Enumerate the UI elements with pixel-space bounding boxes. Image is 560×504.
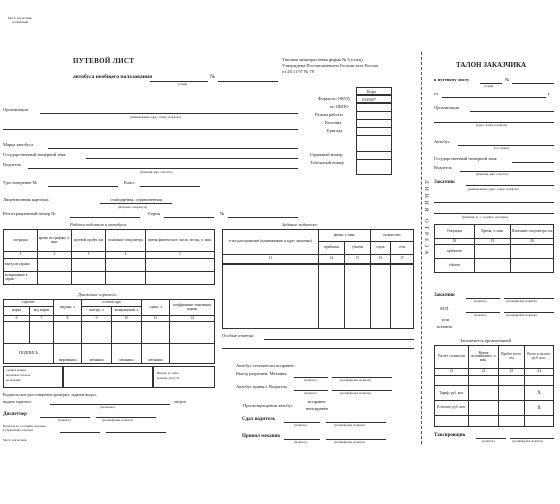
sig-hint: (подпись)	[294, 440, 307, 444]
license-input-line[interactable]	[48, 186, 118, 187]
table-cell[interactable]	[525, 375, 554, 386]
org-line-2[interactable]	[3, 129, 298, 130]
coupon-time-table	[434, 224, 554, 273]
fuel-sub-brand: марка	[4, 307, 30, 316]
task-table	[222, 229, 414, 264]
task-table-caption: Задание водителю	[282, 222, 318, 227]
class-label: Класс	[124, 180, 136, 185]
coupon-number-line[interactable]	[512, 83, 554, 84]
calc-th-total: Всего к оплате, руб. коп.	[525, 346, 554, 369]
table-cell[interactable]	[511, 259, 554, 273]
work-col-num: 4	[106, 252, 146, 259]
dispatcher-label: Диспетчер	[3, 412, 27, 417]
table-row	[4, 259, 215, 272]
table-row	[4, 272, 215, 285]
work-header-schedule: время по графику, ч. мин.	[38, 230, 72, 252]
gov-number-input-line[interactable]	[86, 158, 298, 159]
series-hint: (серия)	[178, 82, 188, 86]
org-hint: (наименование, адрес, номер телефона)	[130, 115, 181, 119]
health-line1: Водитель по состоянию здоровья	[3, 424, 46, 428]
coupon-to-sheet: к путевому листу	[434, 77, 470, 82]
table-cell[interactable]	[469, 375, 499, 386]
return-not-ok[interactable]: неисправен	[306, 406, 328, 411]
coupon-title: ТАЛОН ЗАКАЗЧИКА	[456, 61, 527, 69]
coupon-mp: М.П.	[440, 306, 450, 311]
work-row-label: возвращение в гараж	[4, 272, 38, 285]
table-cell[interactable]	[4, 322, 30, 344]
decode-hint: (расшифровка подписи)	[334, 423, 365, 427]
coupon-org-fill: Заполняется организацией	[460, 338, 511, 343]
table-cell[interactable]	[30, 322, 54, 344]
gov-number-label: Государственный номерной знак	[3, 152, 66, 157]
task-sub-departure: убытия	[345, 242, 371, 254]
bus-brand-input-line[interactable]	[48, 148, 298, 149]
calc-row-tariff: Тариф, руб. коп.	[435, 386, 469, 401]
stamp-place-line2: организации	[12, 20, 29, 24]
org-label: Организация	[3, 107, 28, 112]
coupon-org-label: Организация	[434, 105, 459, 110]
coupon-customer-line[interactable]	[466, 185, 554, 186]
sig-hint: (подпись)	[58, 418, 71, 422]
page-subtitle: автобуса необщего пользования	[73, 74, 153, 80]
work-row-label: выезд из гаража	[4, 259, 38, 272]
table-cell[interactable]	[54, 322, 82, 344]
task-sub-arrival: прибытия	[319, 242, 345, 254]
reg-num-sign: №	[220, 211, 225, 216]
table-cell[interactable]	[72, 259, 106, 272]
coupon-stamp: штампа	[437, 324, 452, 329]
notes-line[interactable]	[264, 339, 414, 340]
coupon-num-sign: №	[505, 77, 510, 82]
health-sign-line[interactable]	[60, 432, 100, 433]
table-cell[interactable]	[146, 259, 215, 272]
tear-label: ЛИНИЯ ОТРЕЗА	[423, 180, 429, 258]
fuel-sub-exit: выезде, л	[82, 307, 112, 316]
number-sign: №	[210, 74, 216, 80]
calc-x-mark: X	[525, 386, 554, 401]
fuel-col-num: 6	[4, 316, 30, 322]
table-cell[interactable]	[142, 322, 170, 344]
check-hint: (прописью)	[100, 405, 115, 409]
exit-ok-label: Выезд разрешен. Механик	[236, 371, 287, 376]
page-title: ПУТЕВОЙ ЛИСТ	[73, 57, 135, 65]
fuel-header-coef: коэффициент изменения нормы	[170, 300, 215, 316]
received-label: Принял механик	[242, 434, 281, 439]
table-cell[interactable]	[525, 416, 554, 427]
table-cell[interactable]	[106, 259, 146, 272]
driver-input-line[interactable]	[28, 168, 298, 169]
table-cell[interactable]	[435, 375, 469, 386]
table-row	[435, 375, 554, 386]
task-col-num: 15	[345, 254, 371, 263]
health-line2: к управлению допущен	[3, 428, 33, 432]
sig-hint: (подпись)	[474, 299, 487, 303]
reg-num-input-line[interactable]	[228, 217, 298, 218]
sig-hint: (подпись)	[474, 313, 487, 317]
org-input-line[interactable]	[40, 113, 298, 114]
fuel-col-num: 12	[170, 316, 215, 322]
work-col-num: 2	[38, 252, 72, 259]
form-line2: Утверждена Постановлением Госкомстата России	[282, 63, 378, 68]
form-line1: Типовая межотраслевая форма № 6 (спец)	[282, 57, 363, 62]
task-header-customer: в чье распоряжение (наименование и адрес заказчика)	[223, 230, 319, 255]
coupon-numbers-box[interactable]	[63, 366, 153, 388]
column-label: Колонна	[325, 120, 342, 125]
fuel-header-handed: сдано, л	[142, 300, 170, 316]
table-cell[interactable]	[82, 322, 112, 344]
coupon-bus-hint: (гос. марка)	[494, 146, 510, 150]
bus-brand-label: Марка автобуса	[3, 142, 34, 147]
stamp-place-bottom: Место для штампа	[3, 438, 27, 442]
table-cell[interactable]	[499, 375, 525, 386]
coupon-series-box	[3, 366, 63, 388]
coupon-year: г.	[548, 91, 551, 96]
table-cell[interactable]	[106, 272, 146, 285]
decode-hint: (расшифровка подписи)	[506, 313, 537, 317]
health-decode-line[interactable]	[106, 432, 166, 433]
table-cell[interactable]	[72, 272, 106, 285]
reg-number-label: Регистрационный номер №	[3, 211, 56, 216]
sign-col-mechanic: механика	[142, 344, 170, 364]
table-cell[interactable]	[170, 344, 215, 364]
fuel-header-fuel: горючее	[4, 300, 54, 307]
coupon-th-time: Время, ч. мин.	[475, 225, 511, 239]
decode-hint: (расшифровка подписи)	[340, 378, 371, 382]
okud-label: Форма по ОКУД	[318, 96, 350, 101]
sign-col-fueler: заправщика	[54, 344, 82, 364]
fuel-col-num: 11	[142, 316, 170, 322]
table-cell[interactable]	[170, 322, 215, 344]
task-col-num: 17	[391, 254, 414, 263]
accepted-label: Автобус принял. Водитель	[236, 384, 288, 389]
class-input-line[interactable]	[140, 186, 200, 187]
codes-column	[356, 103, 392, 175]
work-header-zero-run: нулевой пробег, км	[72, 230, 106, 252]
codes-label: Коды	[367, 89, 377, 94]
handed-label: Сдал водитель	[242, 417, 276, 422]
sig-hint: (подпись)	[294, 423, 307, 427]
coupon-series-line2: выданных талонов	[6, 373, 30, 377]
coupon-org-line[interactable]	[470, 111, 554, 112]
okpo-label: по ОКПО	[330, 104, 349, 109]
stamp-place-line1: Место для штампа	[8, 16, 32, 20]
notes-label: Особые отметки	[222, 333, 254, 338]
fuel-table-caption: Движение горючего	[78, 292, 117, 297]
tear-line	[421, 52, 422, 444]
table-cell[interactable]	[435, 416, 469, 427]
check-line2: выдать горючего	[3, 399, 32, 404]
decode-hint: (расшифровка подписи)	[334, 440, 365, 444]
task-sub-stops: стоп	[391, 242, 414, 254]
table-cell[interactable]	[511, 245, 554, 259]
fuel-header-issued: выдано, л	[54, 300, 82, 316]
coupon-row-arrival: прибытие	[435, 245, 475, 259]
garage-label: Гаражный номер	[310, 152, 343, 157]
work-col-num: 1	[4, 252, 38, 259]
decode-hint: (расшифровка подписи)	[340, 391, 371, 395]
fuel-table	[3, 299, 215, 364]
table-cell[interactable]	[469, 401, 499, 416]
sig-hint: (подпись)	[304, 378, 317, 382]
coupon-gov-label: Государственный номерной знак	[434, 156, 497, 161]
coupon-taxer-label: Таксировщик	[434, 433, 466, 438]
check-line1: Водительское удостоверение проверил, задание выдал,	[3, 392, 97, 397]
sig-hint: (подпись)	[304, 391, 317, 395]
coupon-customer-hint: (наименование, адрес, номер телефона)	[468, 187, 519, 191]
table-cell[interactable]	[499, 416, 525, 427]
license-label: Удостоверение №	[3, 180, 37, 185]
coupon-customer2-label: Заказчик	[434, 293, 455, 298]
notes-line-2[interactable]	[222, 348, 414, 349]
bus-ok-label: Автобус технически исправен.	[236, 363, 295, 368]
coupon-driver-label: Водитель	[434, 165, 453, 170]
form-line3: от 28.11.97 № 78	[282, 69, 314, 74]
fuel-sub-code: код марки	[30, 307, 54, 316]
table-cell[interactable]	[499, 386, 525, 401]
coupon-row-departure: убытие	[435, 259, 475, 273]
work-table	[3, 229, 215, 285]
calc-row-to-pay: К оплате, руб. коп.	[435, 401, 469, 416]
coupon-calc-table	[434, 345, 554, 427]
fuel-header-remainder: остаток при	[82, 300, 142, 307]
sign-col-mechanic: механика	[112, 344, 142, 364]
return-label: При возвращении автобус	[243, 403, 293, 408]
fuel-sub-return: возвращении, л	[112, 307, 142, 316]
work-header-speedometer: показание спидометра	[106, 230, 146, 252]
coupon-col-num: 19	[475, 239, 511, 245]
coupon-series-line3: на заправку	[6, 378, 21, 382]
coupon-col-num: 20	[511, 239, 554, 245]
table-row	[435, 259, 554, 273]
coupon-series-hint: (серия)	[484, 84, 494, 88]
card-value: стандартная, ограниченная	[110, 197, 162, 202]
table-row	[435, 416, 554, 427]
table-cell[interactable]	[475, 245, 511, 259]
driver-hint: (фамилия, имя, отчество)	[140, 170, 173, 174]
check-unit: литров	[174, 399, 186, 404]
coupon-customer-hint2: (фамилия, и., о., подпись заказчика)	[462, 215, 508, 219]
work-col-num: 3	[72, 252, 106, 259]
calc-th-run: Пробег всего, км	[499, 346, 525, 369]
task-header-time: время, ч. мин.	[319, 230, 371, 242]
fuel-sheet-label2: вочному листу №	[157, 376, 180, 380]
task-col-num: 14	[319, 254, 345, 263]
coupon-org-hint: (адрес, номер телефона)	[476, 123, 508, 127]
task-header-count: количество	[371, 230, 414, 242]
coupon-customer-line-3[interactable]	[434, 213, 554, 214]
fuel-sheet-label1: Выдано по запра-	[157, 371, 180, 375]
sign-label: ПОДПИСЬ	[4, 344, 54, 364]
coupon-driver-hint: (фамилия, имя, отчество)	[476, 172, 509, 176]
table-cell[interactable]	[469, 386, 499, 401]
calc-col-num: 21	[435, 369, 469, 375]
card-label: Лицензионная карточка	[3, 197, 49, 202]
coupon-customer-label: Заказчик	[434, 180, 455, 185]
coupon-bus-label: Автобус	[434, 139, 450, 144]
table-cell[interactable]	[112, 322, 142, 344]
decode-hint: (расшифровка подписи)	[506, 299, 537, 303]
task-col-num: 16	[371, 254, 391, 263]
coupon-series-line1: Серия и номера	[6, 368, 27, 372]
codes-header-cell	[356, 87, 392, 95]
mode-label: Режим работы	[315, 112, 343, 117]
work-table-caption: Работа водителя и автобуса	[70, 222, 127, 227]
table-row	[435, 401, 554, 416]
driver-label: Водитель	[3, 162, 22, 167]
coupon-or: или	[442, 317, 450, 322]
task-col-num: 13	[223, 254, 319, 263]
calc-col-num: 23	[499, 369, 525, 375]
table-row	[435, 245, 554, 259]
sign-col-mechanic: механика	[82, 344, 112, 364]
calc-th-time: Время оплачиваемое, ч. мин.	[469, 346, 499, 369]
coupon-col-num: 18	[435, 239, 475, 245]
table-cell[interactable]	[38, 272, 72, 285]
okud-cell	[356, 95, 392, 103]
table-cell[interactable]	[146, 272, 215, 285]
return-ok[interactable]: исправен	[308, 399, 326, 404]
fuel-col-num: 10	[112, 316, 142, 322]
series-label: Серия	[148, 211, 160, 216]
series-input-line[interactable]	[164, 217, 214, 218]
calc-col-num: 22	[469, 369, 499, 375]
sig-hint: (подпись)	[482, 439, 495, 443]
calc-x-mark: X	[525, 401, 554, 416]
coupon-date-from: от	[434, 91, 439, 96]
task-sub-trips: ездок	[371, 242, 391, 254]
table-cell[interactable]	[475, 259, 511, 273]
work-header-actual-time: время фактическое, число, месяц, ч. мин.	[146, 230, 215, 252]
okud-value: 0345007	[362, 97, 376, 102]
brigade-label: Бригада	[327, 128, 343, 133]
table-cell[interactable]	[469, 416, 499, 427]
coupon-gov-line[interactable]	[512, 162, 554, 163]
decode-hint: (расшифровка подписи)	[512, 439, 543, 443]
number-line	[218, 81, 278, 82]
card-hint: (ненужное зачеркнуть)	[118, 205, 148, 209]
work-col-num: 5	[146, 252, 215, 259]
table-cell[interactable]	[38, 259, 72, 272]
coupon-th-speedometer: Показание спидометра, км	[511, 225, 554, 239]
calc-th-cost: Расчет стоимости	[435, 346, 469, 369]
coupon-th-operation: Операция	[435, 225, 475, 239]
fuel-sheet-box	[153, 366, 215, 388]
work-header-operation: операция	[4, 230, 38, 252]
table-row	[4, 322, 215, 344]
fuel-col-num: 9	[82, 316, 112, 322]
reg-number-input-line[interactable]	[70, 217, 140, 218]
decode-hint: (расшифровка подписи)	[102, 418, 133, 422]
table-cell[interactable]	[499, 401, 525, 416]
coupon-date-line[interactable]	[442, 97, 546, 98]
table-row	[4, 344, 215, 364]
tabel-label: Табельный номер	[310, 160, 344, 165]
fuel-col-num: 7	[30, 316, 54, 322]
table-row	[435, 386, 554, 401]
calc-col-num: 24	[525, 369, 554, 375]
coupon-customer-line-2[interactable]	[434, 202, 554, 203]
fuel-col-num: 8	[54, 316, 82, 322]
